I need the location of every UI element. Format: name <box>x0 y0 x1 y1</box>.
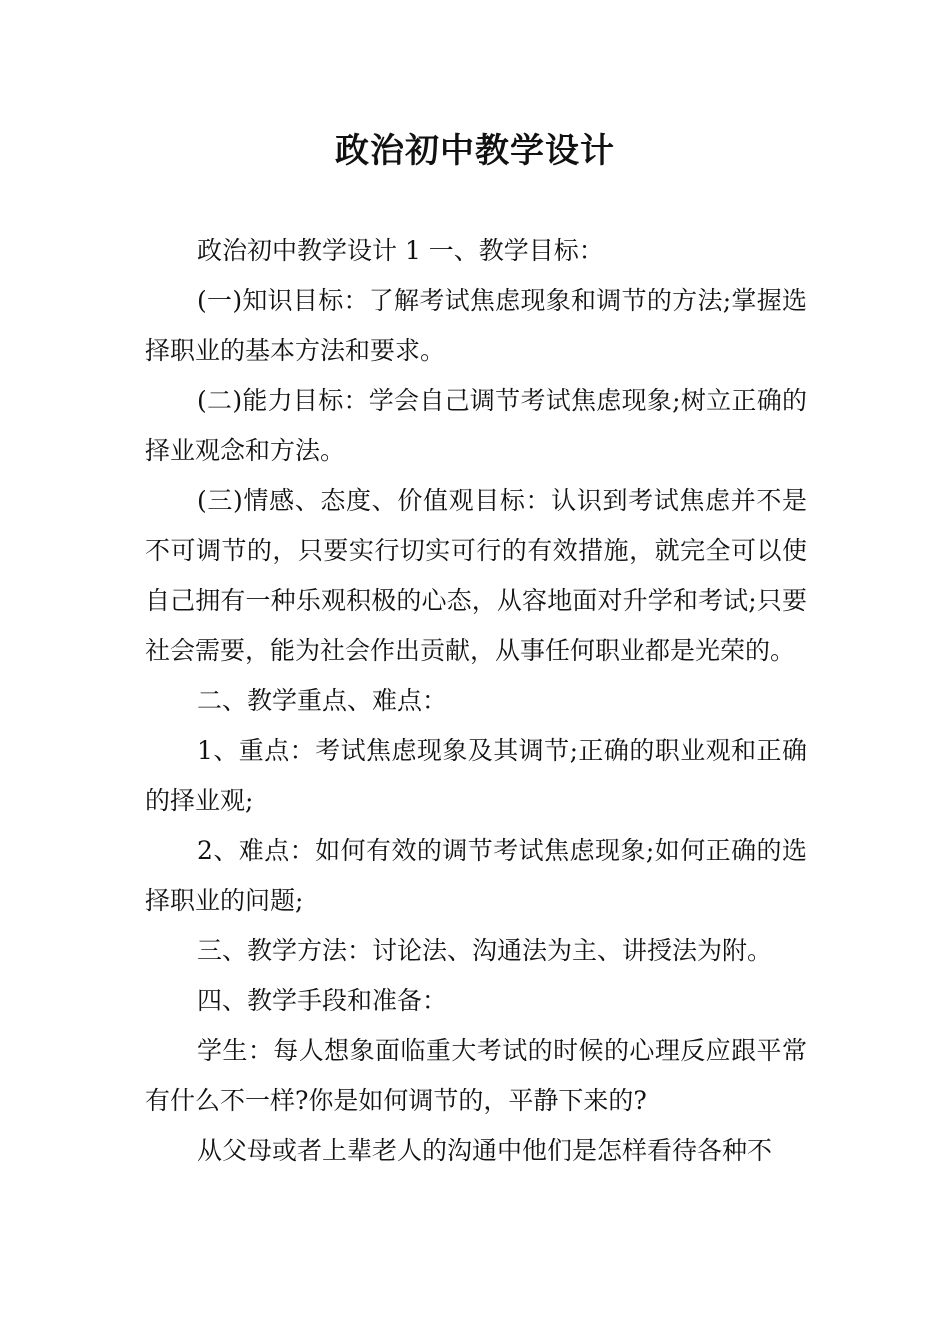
paragraph-emotion-goal: (三)情感、态度、价值观目标：认识到考试焦虑并不是不可调节的，只要实行切实可行的有效措施，就完全可以使自己拥有一种乐观积极的心态，从容地面对升学和考试;只要社会需要，能为社会作出贡献，从事任何职业都是光荣的。 <box>145 486 807 665</box>
paragraph-parents-communication: 从父母或者上辈老人的沟通中他们是怎样看待各种不 <box>197 1136 773 1165</box>
paragraph-ability-goal: (二)能力目标：学会自己调节考试焦虑现象;树立正确的择业观念和方法。 <box>145 386 807 465</box>
paragraph-student-preparation: 学生：每人想象面临重大考试的时候的心理反应跟平常有什么不一样?你是如何调节的，平静下来的? <box>145 1036 807 1115</box>
paragraph-knowledge-goal: (一)知识目标：了解考试焦虑现象和调节的方法;掌握选择职业的基本方法和要求。 <box>145 286 807 365</box>
document-body <box>145 226 807 1176</box>
paragraph-teaching-methods: 三、教学方法：讨论法、沟通法为主、讲授法为附。 <box>197 936 773 965</box>
paragraph-objectives-heading: 政治初中教学设计 1 一、教学目标： <box>197 236 604 265</box>
document-title: 政治初中教学设计 <box>335 131 615 171</box>
paragraph-teaching-means-heading: 四、教学手段和准备： <box>197 986 448 1015</box>
paragraph-key-point: 1、重点：考试焦虑现象及其调节;正确的职业观和正确的择业观; <box>145 736 807 815</box>
paragraph-difficult-point: 2、难点：如何有效的调节考试焦虑现象;如何正确的选择职业的问题; <box>145 836 807 915</box>
paragraph-key-points-heading: 二、教学重点、难点： <box>197 686 448 715</box>
